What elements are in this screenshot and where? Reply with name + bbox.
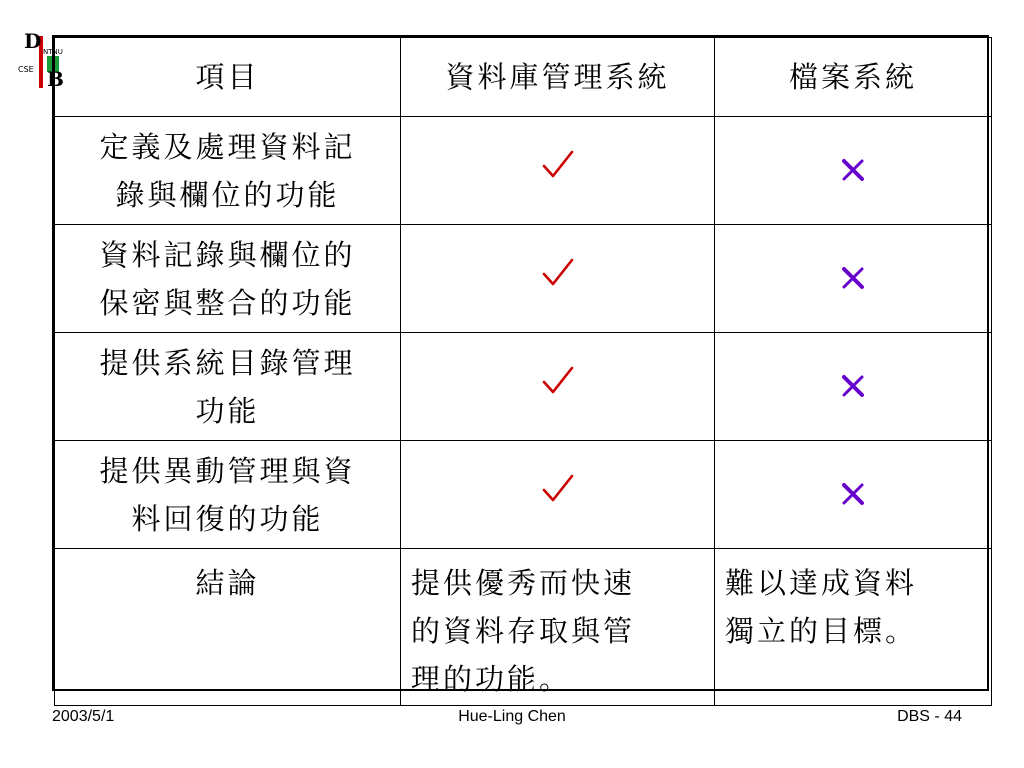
cross-icon [841, 472, 865, 520]
conclusion-line: 的資料存取與管 [411, 614, 636, 648]
footer-page-number: DBS - 44 [897, 708, 962, 725]
header-dbms: 資料庫管理系統 [401, 38, 715, 117]
row-item-line: 提供異動管理與資 [99, 453, 356, 488]
check-icon [541, 364, 575, 412]
conclusion-dbms [401, 549, 715, 706]
logo-letter-b: B [47, 67, 64, 88]
table-row [55, 441, 992, 549]
dbms-cell [401, 441, 715, 549]
footer-date: 2003/5/1 [52, 708, 115, 725]
conclusion-line: 理的功能。 [411, 662, 572, 696]
check-icon [541, 148, 575, 196]
row-item-label [55, 117, 401, 225]
conclusion-row [55, 549, 992, 706]
row-item-line: 保密與整合的功能 [99, 285, 356, 320]
cross-icon [841, 148, 865, 196]
row-item-line: 錄與欄位的功能 [115, 177, 340, 212]
header-file-system: 檔案系統 [715, 38, 992, 117]
header-item: 項目 [55, 38, 401, 117]
row-item-line: 功能 [195, 393, 260, 428]
conclusion-file [715, 549, 992, 706]
table-row [55, 225, 992, 333]
logo-letter-d: D [24, 29, 42, 53]
row-item-label [55, 225, 401, 333]
cross-icon [841, 256, 865, 304]
row-item-line: 料回復的功能 [131, 501, 324, 536]
table-row [55, 333, 992, 441]
dbms-cell [401, 333, 715, 441]
row-item-line: 提供系統目錄管理 [99, 345, 356, 380]
dbms-cell [401, 225, 715, 333]
row-item-label [55, 441, 401, 549]
row-item-line: 資料記錄與欄位的 [99, 237, 356, 272]
table-header-row [55, 38, 992, 117]
dbms-cell [401, 117, 715, 225]
logo-text-ntnu: NTNU [43, 48, 63, 56]
conclusion-line: 難以達成資料 [725, 566, 918, 600]
logo-text-cse: CSE [18, 65, 34, 74]
row-item-line: 定義及處理資料記 [99, 129, 356, 164]
file-cell [715, 117, 992, 225]
table-row [55, 117, 992, 225]
conclusion-label: 結論 [55, 549, 401, 706]
check-icon [541, 472, 575, 520]
comparison-table [52, 35, 989, 696]
file-cell [715, 441, 992, 549]
cross-icon [841, 364, 865, 412]
check-icon [541, 256, 575, 304]
conclusion-line: 提供優秀而快速 [411, 566, 636, 600]
footer-author: Hue-Ling Chen [458, 708, 566, 725]
file-cell [715, 225, 992, 333]
row-item-label [55, 333, 401, 441]
file-cell [715, 333, 992, 441]
conclusion-line: 獨立的目標。 [725, 614, 918, 648]
